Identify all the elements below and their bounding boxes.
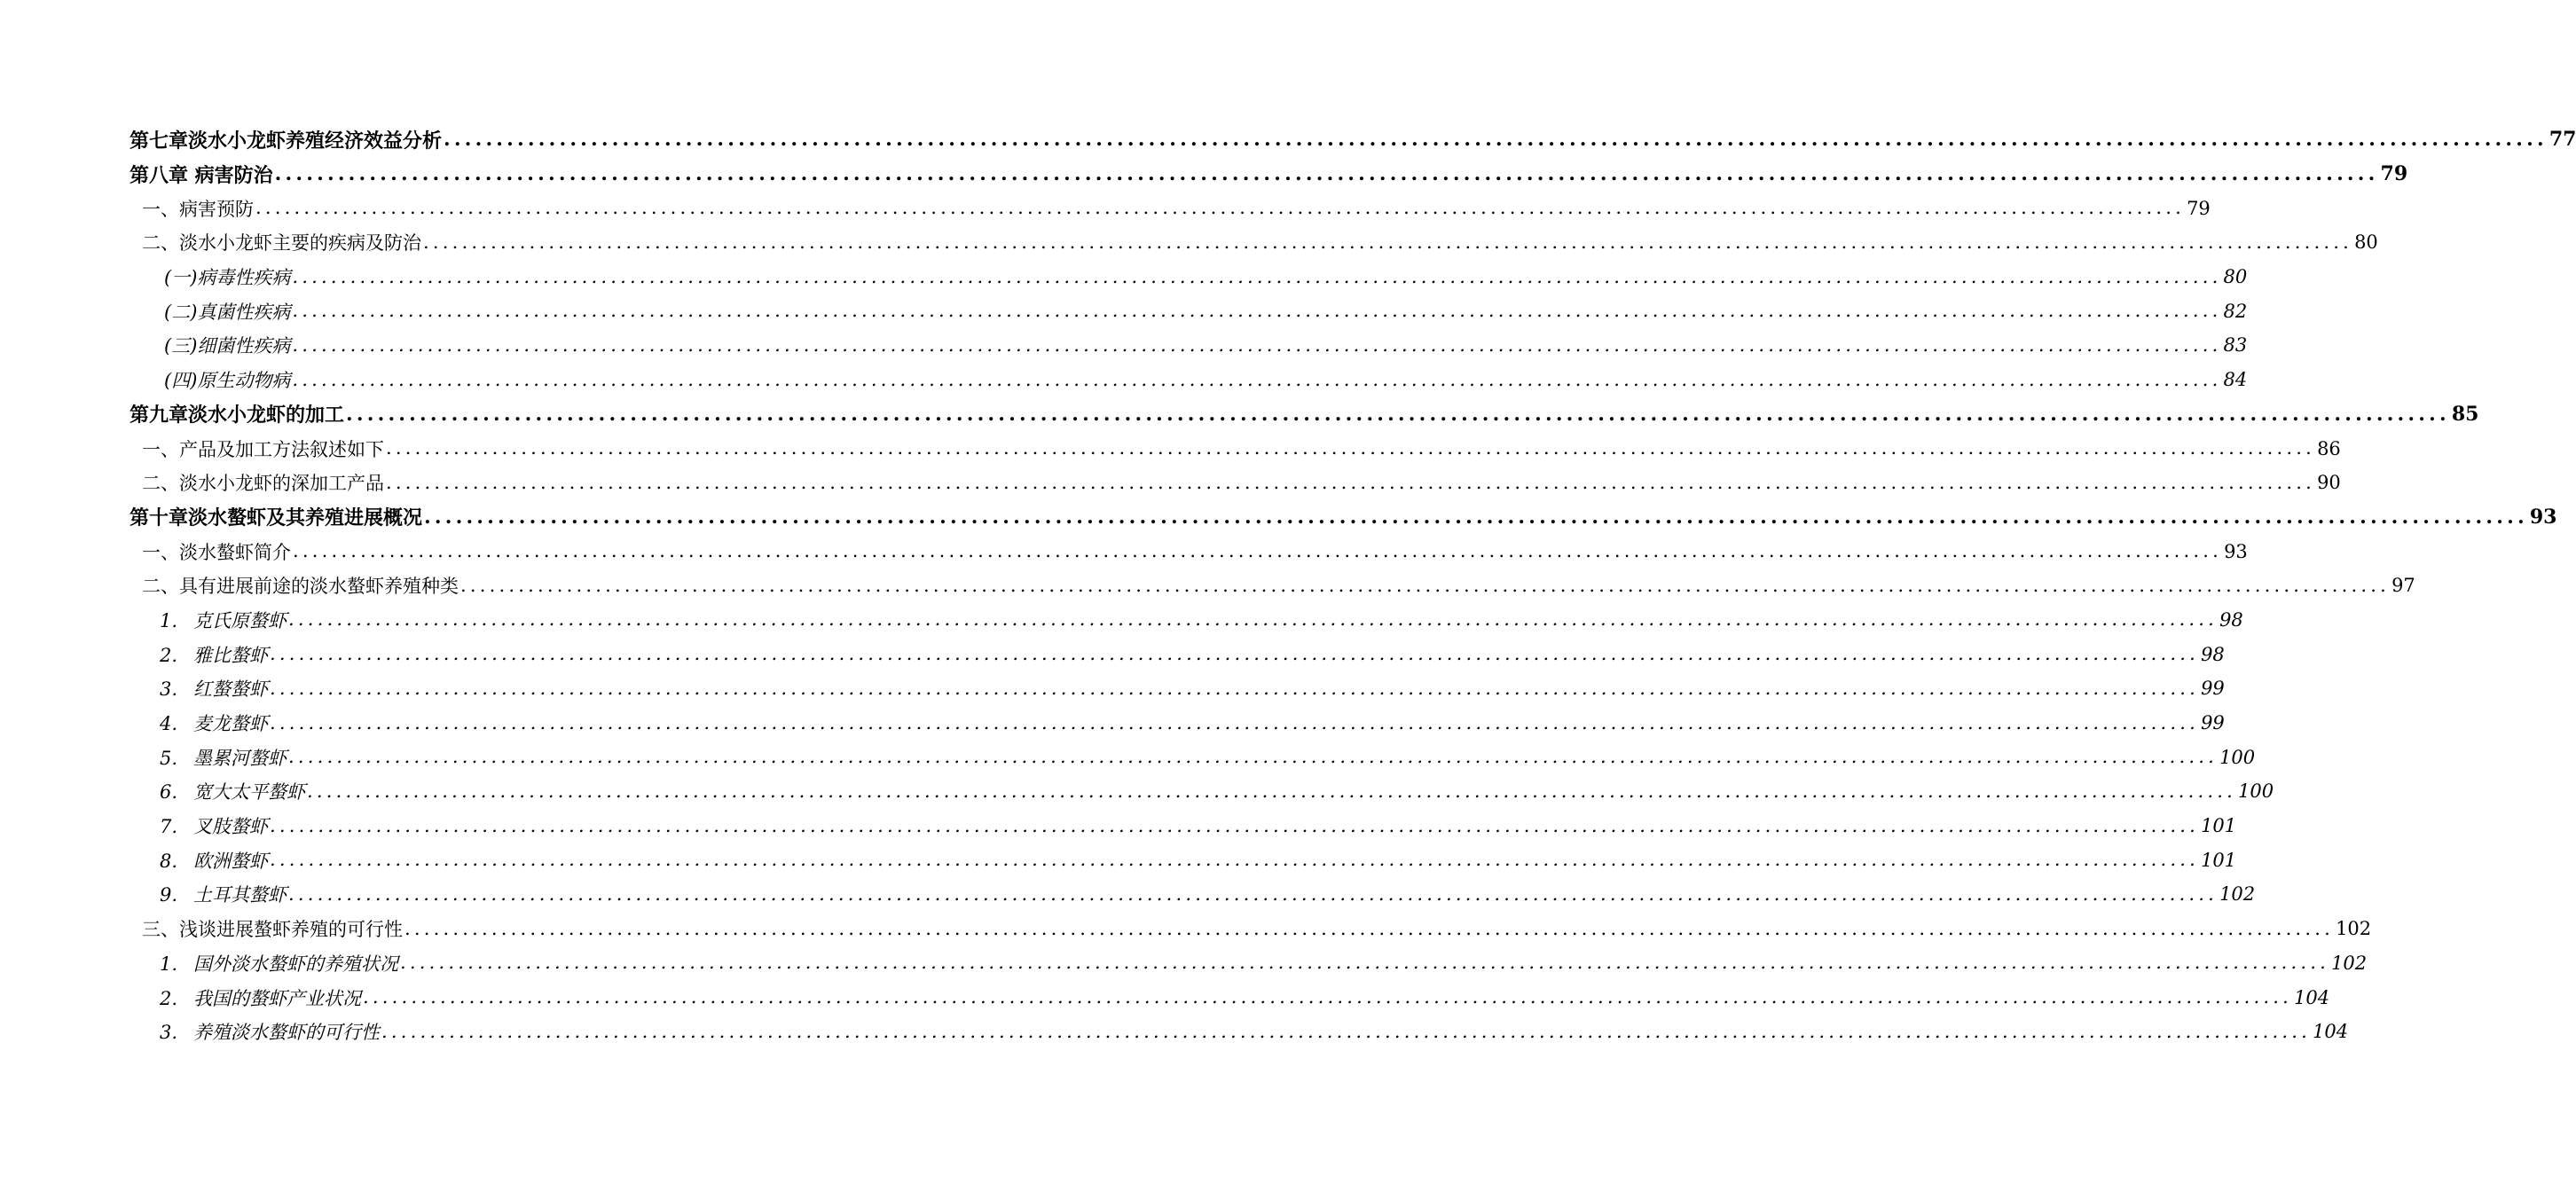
toc-entry[interactable] [0,946,2368,981]
toc-entry-page-number: 100 [2219,746,2256,768]
toc-entry[interactable] [0,225,2378,260]
toc-entry-label [160,607,288,633]
toc-entry-page-number: 93 [2224,540,2248,562]
toc-entry[interactable] [0,122,2576,157]
toc-entry-number: 7. [160,816,178,838]
dot-leader: ........................................................................................................................................................................................................ [404,917,2335,939]
toc-entry-page-number: 104 [2313,1021,2349,1043]
dot-leader: ........................................................................................................................................................................................................ [292,368,2222,390]
dot-leader: ........................................................................................................................................................................................................ [255,197,2186,219]
dot-leader: ........................................................................................................................................................................................................ [288,746,2219,768]
toc-entry[interactable] [0,603,2243,638]
toc-entry[interactable] [0,877,2256,912]
toc-entry[interactable] [0,294,2248,328]
toc-entry[interactable] [0,637,2225,671]
toc-entry-number: 3. [160,1022,178,1044]
toc-entry[interactable] [0,1015,2349,1049]
dot-leader: ........................................................................................................................................................................................................ [381,1020,2312,1042]
dot-leader: ........................................................................................................................................................................................................ [270,711,2200,733]
toc-entry[interactable] [0,534,2248,569]
toc-entry-page-number: 82 [2223,300,2248,322]
toc-entry-label [160,847,270,874]
toc-entry[interactable] [0,912,2372,946]
toc-entry-label [160,881,288,907]
dot-leader: ........................................................................................................................................................................................................ [288,608,2219,631]
toc-entry-number: 9. [160,884,178,906]
toc-entry-page-number: 80 [2354,231,2378,254]
dot-leader: ........................................................................................................................................................................................................ [293,540,2223,562]
toc-entry-page-number: 93 [2529,505,2557,529]
toc-entry-number: 2. [160,987,178,1009]
toc-entry-page-number: 79 [2187,197,2211,219]
toc-entry-title: 欧洲螯虾 [193,850,268,872]
dot-leader: ........................................................................................................................................................................................................ [292,333,2222,356]
toc-entry-title: 叉肢螯虾 [193,816,268,838]
toc-entry-title: 墨累河螯虾 [193,747,287,769]
toc-entry-page-number: 102 [2331,952,2368,974]
toc-entry-label: 第七章淡水小龙虾养殖经济效益分析 [130,129,443,153]
toc-entry-title: 国外淡水螯虾的养殖状况 [193,953,398,975]
dot-leader: ........................................................................................................................................................................................................ [274,162,2379,186]
toc-entry-label [160,950,400,976]
toc-entry[interactable] [0,431,2341,466]
toc-entry[interactable] [0,397,2479,432]
toc-entry-label: 第十章淡水螯虾及其养殖进展概况 [130,506,423,530]
toc-entry-label: 二、具有进展前途的淡水螯虾养殖种类 [142,576,459,598]
toc-entry-page-number: 99 [2201,712,2225,734]
toc-entry-title: 麦龙螯虾 [193,713,268,735]
toc-entry-label: 第八章 病害防治 [130,163,273,187]
toc-entry-page-number: 101 [2201,815,2237,837]
toc-entry[interactable] [0,980,2330,1015]
toc-entry-title: 雅比螯虾 [193,644,268,666]
toc-entry-label: 一、淡水螯虾简介 [142,541,291,563]
toc-entry[interactable] [0,809,2237,843]
dot-leader: ........................................................................................................................................................................................................ [386,437,2316,459]
toc-entry[interactable] [0,569,2415,603]
dot-leader: ........................................................................................................................................................................................................ [400,952,2330,974]
toc-entry-label: (一)病毒性疾病 [164,267,291,289]
dot-leader: ........................................................................................................................................................................................................ [346,402,2450,426]
toc-entry-label: (四)原生动物病 [164,370,291,392]
toc-entry-label [160,641,270,668]
toc-entry-number: 6. [160,781,178,804]
table-of-contents [0,122,2576,1049]
toc-entry-label [160,744,288,771]
toc-entry-title: 养殖淡水螯虾的可行性 [193,1022,380,1044]
toc-entry-label: 三、浅谈进展螯虾养殖的可行性 [142,919,403,941]
dot-leader: ........................................................................................................................................................................................................ [292,265,2222,287]
toc-entry-number: 5. [160,747,178,769]
toc-entry-title: 宽大太平螯虾 [193,781,305,804]
toc-entry[interactable] [0,328,2248,363]
toc-entry-page-number: 98 [2201,643,2225,665]
toc-entry[interactable] [0,260,2248,294]
toc-entry[interactable] [0,466,2341,500]
toc-entry-label [160,984,363,1011]
dot-leader: ........................................................................................................................................................................................................ [424,505,2528,529]
toc-entry-label [160,675,270,702]
dot-leader: ........................................................................................................................................................................................................ [307,780,2237,802]
toc-entry-page-number: 86 [2317,437,2341,459]
toc-entry-page-number: 83 [2223,334,2248,357]
toc-entry[interactable] [0,363,2248,397]
toc-entry-label [160,1018,381,1045]
toc-entry[interactable] [0,774,2274,809]
dot-leader: ........................................................................................................................................................................................................ [444,128,2548,152]
dot-leader: ........................................................................................................................................................................................................ [386,471,2316,493]
toc-entry-label [160,778,307,804]
toc-entry[interactable] [0,157,2408,192]
toc-entry[interactable] [0,500,2557,535]
toc-entry[interactable] [0,191,2211,225]
toc-entry-page-number: 100 [2238,780,2274,803]
toc-entry-label: 一、产品及加工方法叙述如下 [142,438,384,460]
dot-leader: ........................................................................................................................................................................................................ [460,574,2391,596]
toc-entry-number: 2. [160,644,178,666]
toc-entry[interactable] [0,740,2256,774]
dot-leader: ........................................................................................................................................................................................................ [292,300,2222,322]
toc-entry-number: 4. [160,713,178,735]
toc-entry-page-number: 102 [2219,883,2256,906]
toc-entry-page-number: 102 [2336,918,2372,940]
dot-leader: ........................................................................................................................................................................................................ [270,849,2200,871]
toc-entry-page-number: 104 [2294,986,2330,1008]
toc-entry-page-number: 79 [2380,162,2408,186]
dot-leader: ........................................................................................................................................................................................................ [270,677,2200,699]
toc-entry-number: 1. [160,953,178,975]
toc-entry-label: (二)真菌性疾病 [164,301,291,323]
dot-leader: ........................................................................................................................................................................................................ [363,986,2293,1008]
toc-entry-label: (三)细菌性疾病 [164,335,291,357]
toc-entry-number: 8. [160,850,178,872]
toc-entry-page-number: 101 [2201,849,2237,871]
toc-entry-page-number: 85 [2451,402,2479,426]
toc-entry-label: 二、淡水小龙虾的深加工产品 [142,473,384,495]
toc-entry-page-number: 77 [2549,128,2576,152]
toc-entry-page-number: 97 [2391,575,2415,597]
toc-entry-page-number: 99 [2201,678,2225,700]
toc-entry[interactable] [0,671,2225,706]
dot-leader: ........................................................................................................................................................................................................ [423,231,2353,253]
toc-entry-page-number: 80 [2223,266,2248,288]
toc-entry-title: 我国的螯虾产业状况 [193,987,361,1009]
toc-entry-page-number: 84 [2223,369,2248,391]
toc-entry[interactable] [0,843,2237,877]
toc-entry-page-number: 90 [2317,472,2341,494]
dot-leader: ........................................................................................................................................................................................................ [270,814,2200,836]
toc-entry-title: 红螯螯虾 [193,678,268,701]
toc-entry-title: 土耳其螯虾 [193,884,287,906]
toc-entry-label: 第九章淡水小龙虾的加工 [130,404,345,427]
toc-entry-label [160,710,270,736]
toc-entry-number: 1. [160,609,178,631]
toc-entry-title: 克氏原螯虾 [193,609,287,631]
toc-entry[interactable] [0,706,2225,741]
toc-entry-label: 一、病害预防 [142,198,254,220]
dot-leader: ........................................................................................................................................................................................................ [270,643,2200,665]
toc-entry-label [160,812,270,839]
toc-entry-page-number: 98 [2219,608,2243,631]
toc-entry-label: 二、淡水小龙虾主要的疾病及防治 [142,232,421,255]
dot-leader: ........................................................................................................................................................................................................ [288,882,2219,905]
toc-entry-number: 3. [160,678,178,701]
